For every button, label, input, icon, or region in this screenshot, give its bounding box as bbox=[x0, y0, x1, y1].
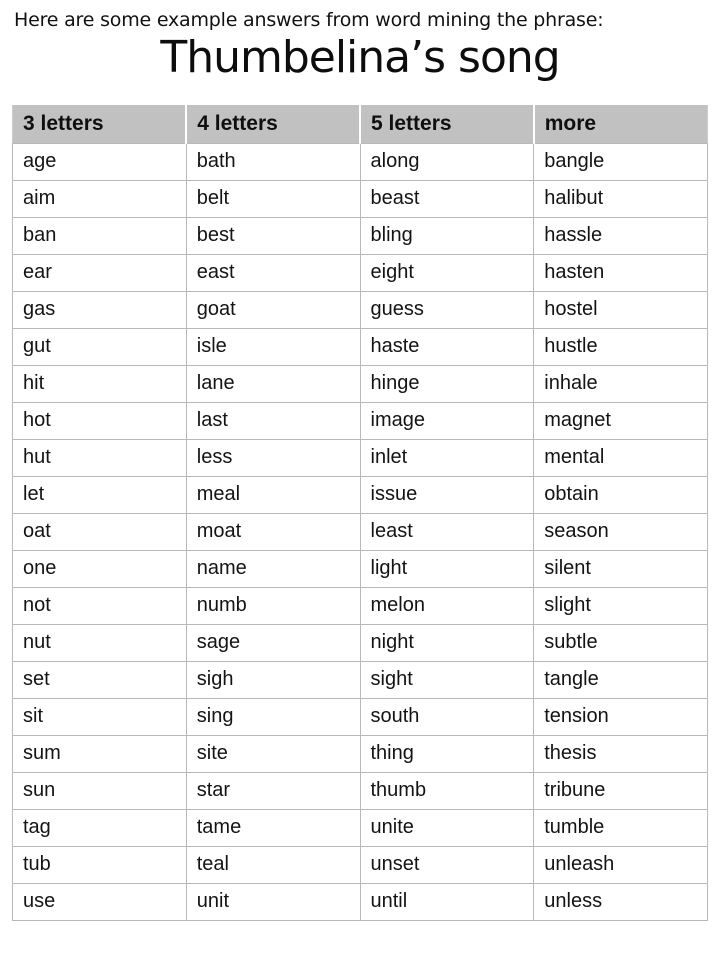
table-cell: magnet bbox=[534, 402, 708, 439]
table-cell: unleash bbox=[534, 846, 708, 883]
table-cell: slight bbox=[534, 587, 708, 624]
table-cell: let bbox=[13, 476, 187, 513]
table-cell: hustle bbox=[534, 328, 708, 365]
table-cell: ear bbox=[13, 254, 187, 291]
table-cell: sun bbox=[13, 772, 187, 809]
table-cell: gas bbox=[13, 291, 187, 328]
table-cell: hot bbox=[13, 402, 187, 439]
table-cell: moat bbox=[186, 513, 360, 550]
table-cell: site bbox=[186, 735, 360, 772]
table-cell: east bbox=[186, 254, 360, 291]
table-cell: one bbox=[13, 550, 187, 587]
table-cell: isle bbox=[186, 328, 360, 365]
table-cell: least bbox=[360, 513, 534, 550]
table-cell: lane bbox=[186, 365, 360, 402]
table-row bbox=[13, 328, 708, 365]
table-row bbox=[13, 624, 708, 661]
table-cell: until bbox=[360, 883, 534, 920]
table-cell: less bbox=[186, 439, 360, 476]
table-cell: ban bbox=[13, 217, 187, 254]
table-row bbox=[13, 883, 708, 920]
table-cell: light bbox=[360, 550, 534, 587]
table-cell: tumble bbox=[534, 809, 708, 846]
table-cell: melon bbox=[360, 587, 534, 624]
table-row bbox=[13, 476, 708, 513]
table-cell: season bbox=[534, 513, 708, 550]
table-cell: silent bbox=[534, 550, 708, 587]
table-body bbox=[13, 143, 708, 920]
table-cell: not bbox=[13, 587, 187, 624]
table-cell: subtle bbox=[534, 624, 708, 661]
table-cell: gut bbox=[13, 328, 187, 365]
table-cell: inhale bbox=[534, 365, 708, 402]
word-mining-table bbox=[12, 103, 708, 921]
table-cell: teal bbox=[186, 846, 360, 883]
table-header-row bbox=[13, 104, 708, 143]
table-cell: eight bbox=[360, 254, 534, 291]
table-cell: tribune bbox=[534, 772, 708, 809]
table-cell: set bbox=[13, 661, 187, 698]
table-cell: beast bbox=[360, 180, 534, 217]
table-cell: sum bbox=[13, 735, 187, 772]
table-cell: hinge bbox=[360, 365, 534, 402]
table-row bbox=[13, 402, 708, 439]
table-cell: use bbox=[13, 883, 187, 920]
table-cell: sage bbox=[186, 624, 360, 661]
table-cell: best bbox=[186, 217, 360, 254]
table-cell: sigh bbox=[186, 661, 360, 698]
table-row bbox=[13, 846, 708, 883]
table-cell: numb bbox=[186, 587, 360, 624]
table-cell: inlet bbox=[360, 439, 534, 476]
table-cell: along bbox=[360, 143, 534, 180]
table-cell: haste bbox=[360, 328, 534, 365]
table-cell: tangle bbox=[534, 661, 708, 698]
table-cell: image bbox=[360, 402, 534, 439]
table-row bbox=[13, 735, 708, 772]
table-cell: hut bbox=[13, 439, 187, 476]
table-cell: issue bbox=[360, 476, 534, 513]
table-cell: hostel bbox=[534, 291, 708, 328]
table-row bbox=[13, 143, 708, 180]
table-row bbox=[13, 550, 708, 587]
table-row bbox=[13, 772, 708, 809]
table-row bbox=[13, 365, 708, 402]
table-cell: last bbox=[186, 402, 360, 439]
page-title: Thumbelina’s song bbox=[160, 32, 560, 83]
table-cell: sit bbox=[13, 698, 187, 735]
table-cell: star bbox=[186, 772, 360, 809]
table-row bbox=[13, 439, 708, 476]
table-cell: tag bbox=[13, 809, 187, 846]
table-header-3-letters: 3 letters bbox=[13, 104, 187, 143]
table-row bbox=[13, 217, 708, 254]
table-cell: unit bbox=[186, 883, 360, 920]
table-cell: meal bbox=[186, 476, 360, 513]
table-row bbox=[13, 698, 708, 735]
table-cell: mental bbox=[534, 439, 708, 476]
table-cell: guess bbox=[360, 291, 534, 328]
table-cell: hit bbox=[13, 365, 187, 402]
table-header-5-letters: 5 letters bbox=[360, 104, 534, 143]
table-cell: belt bbox=[186, 180, 360, 217]
table-cell: tension bbox=[534, 698, 708, 735]
table-cell: unite bbox=[360, 809, 534, 846]
table-row bbox=[13, 513, 708, 550]
table-cell: nut bbox=[13, 624, 187, 661]
table-cell: sight bbox=[360, 661, 534, 698]
table-cell: thesis bbox=[534, 735, 708, 772]
table-cell: unless bbox=[534, 883, 708, 920]
table-cell: unset bbox=[360, 846, 534, 883]
table-cell: age bbox=[13, 143, 187, 180]
table-cell: bath bbox=[186, 143, 360, 180]
intro-text: Here are some example answers from word mining the phrase: bbox=[14, 9, 604, 31]
table-cell: south bbox=[360, 698, 534, 735]
table-row bbox=[13, 587, 708, 624]
table-header-more: more bbox=[534, 104, 708, 143]
table-cell: name bbox=[186, 550, 360, 587]
table-row bbox=[13, 254, 708, 291]
table-row bbox=[13, 809, 708, 846]
table-cell: tub bbox=[13, 846, 187, 883]
table-cell: night bbox=[360, 624, 534, 661]
table-cell: obtain bbox=[534, 476, 708, 513]
table-cell: bangle bbox=[534, 143, 708, 180]
table-cell: sing bbox=[186, 698, 360, 735]
table-row bbox=[13, 180, 708, 217]
table-cell: hasten bbox=[534, 254, 708, 291]
table-cell: hassle bbox=[534, 217, 708, 254]
table-cell: bling bbox=[360, 217, 534, 254]
table-cell: oat bbox=[13, 513, 187, 550]
table-cell: aim bbox=[13, 180, 187, 217]
table-cell: thing bbox=[360, 735, 534, 772]
table-row bbox=[13, 291, 708, 328]
table-header-4-letters: 4 letters bbox=[186, 104, 360, 143]
table-cell: thumb bbox=[360, 772, 534, 809]
table-cell: goat bbox=[186, 291, 360, 328]
table-cell: halibut bbox=[534, 180, 708, 217]
table-row bbox=[13, 661, 708, 698]
table-cell: tame bbox=[186, 809, 360, 846]
